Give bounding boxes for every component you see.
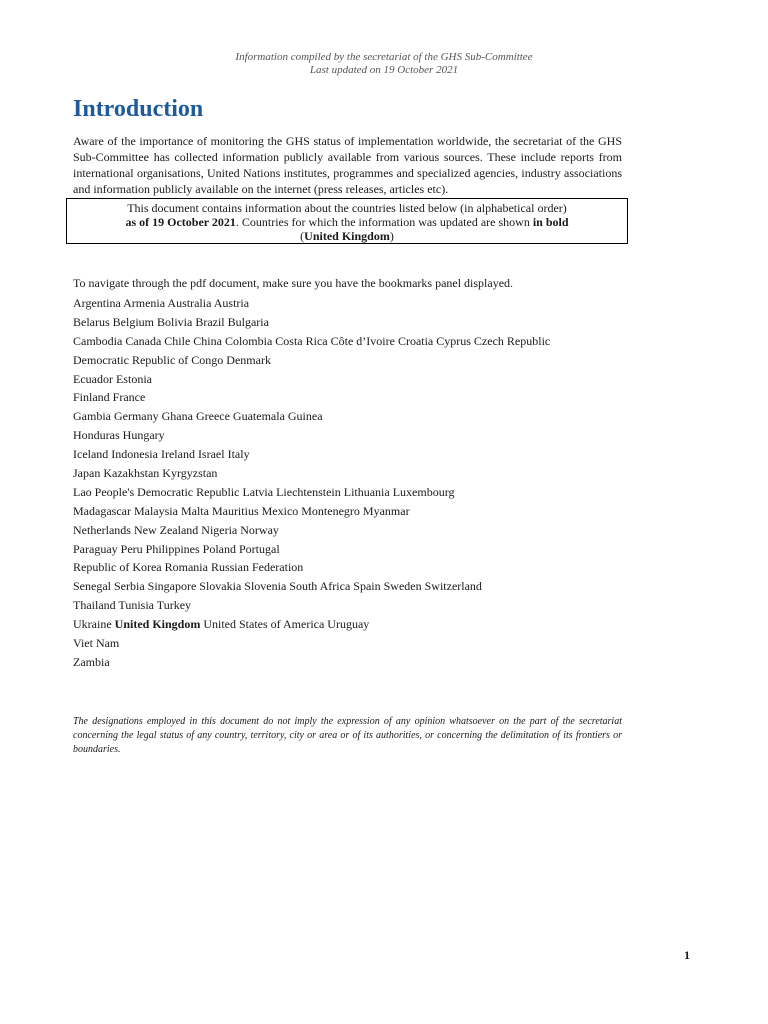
country-row: Thailand Tunisia Turkey — [73, 598, 192, 613]
country-row: Ecuador Estonia — [73, 371, 152, 386]
info-box-updated-country: United Kingdom — [304, 229, 390, 243]
country-row-u-after: United States of America Uruguay — [200, 617, 370, 632]
navigation-note: To navigate through the pdf document, make sure you have the bookmarks panel displayed. — [73, 276, 514, 290]
country-list — [73, 295, 653, 673]
info-box-open-paren: ( — [300, 229, 305, 243]
country-row: Japan Kazakhstan Kyrgyzstan — [73, 466, 218, 481]
info-box — [66, 198, 628, 244]
info-box-close-paren: ) — [389, 229, 394, 243]
info-box-mid-text: . Countries for which the information was updated are shown — [235, 215, 533, 229]
info-box-line-3 — [67, 229, 627, 243]
header-line-2: Last updated on 19 October 2021 — [309, 64, 459, 76]
page-number: 1 — [684, 948, 690, 962]
country-row: Republic of Korea Romania Russian Federation — [73, 560, 304, 575]
page-header — [0, 51, 768, 77]
country-row: Senegal Serbia Singapore Slovakia Slovenia South Africa Spain Sweden Switzerland — [73, 579, 482, 594]
country-row: Iceland Indonesia Ireland Israel Italy — [73, 447, 250, 462]
country-row: Lao People's Democratic Republic Latvia Liechtenstein Lithuania Luxembourg — [73, 484, 455, 499]
page-title: Introduction — [73, 96, 204, 122]
country-row: Finland France — [73, 390, 146, 405]
country-row: Honduras Hungary — [73, 428, 165, 443]
info-box-in-bold: in bold — [532, 215, 569, 229]
disclaimer-note: The designations employed in this document do not imply the expression of any opinion whatsoever on the part of the secretariat concerning the legal status of any country, territory, city or area or of its authorities, or concerning the delimitation of its frontiers or boundaries. — [73, 716, 622, 755]
country-row: Gambia Germany Ghana Greece Guatemala Guinea — [73, 409, 323, 424]
country-row: Paraguay Peru Philippines Poland Portugal — [73, 541, 280, 556]
country-row: Belarus Belgium Bolivia Brazil Bulgaria — [73, 314, 269, 329]
country-row-u-before: Ukraine — [73, 617, 115, 632]
intro-paragraph: Aware of the importance of monitoring the GHS status of implementation worldwide, the secretariat of the GHS Sub-Committee has collected information publicly available from various sources. These include reports from international organisations, United Nations institutes, programmes and specialized agencies, industry associations and information publicly available on the internet (press releases, articles etc). — [73, 134, 622, 196]
country-row: Viet Nam — [73, 636, 120, 651]
info-box-line-1: This document contains information about the countries listed below (in alphabetical order) — [127, 201, 567, 215]
header-line-1: Information compiled by the secretariat of the GHS Sub-Committee — [235, 51, 533, 63]
country-row: Netherlands New Zealand Nigeria Norway — [73, 522, 279, 537]
country-row: Cambodia Canada Chile China Colombia Costa Rica Côte d’Ivoire Croatia Cyprus Czech Republic — [73, 333, 551, 348]
country-row: Argentina Armenia Australia Austria — [73, 296, 250, 310]
country-row: Madagascar Malaysia Malta Mauritius Mexico Montenegro Myanmar — [73, 503, 410, 518]
info-box-date: as of 19 October 2021 — [125, 215, 236, 229]
updated-country-united-kingdom: United Kingdom — [114, 617, 201, 632]
country-row: Zambia — [73, 654, 110, 669]
country-row-u — [73, 616, 653, 635]
country-row: Democratic Republic of Congo Denmark — [73, 352, 271, 367]
info-box-line-2 — [67, 215, 627, 229]
